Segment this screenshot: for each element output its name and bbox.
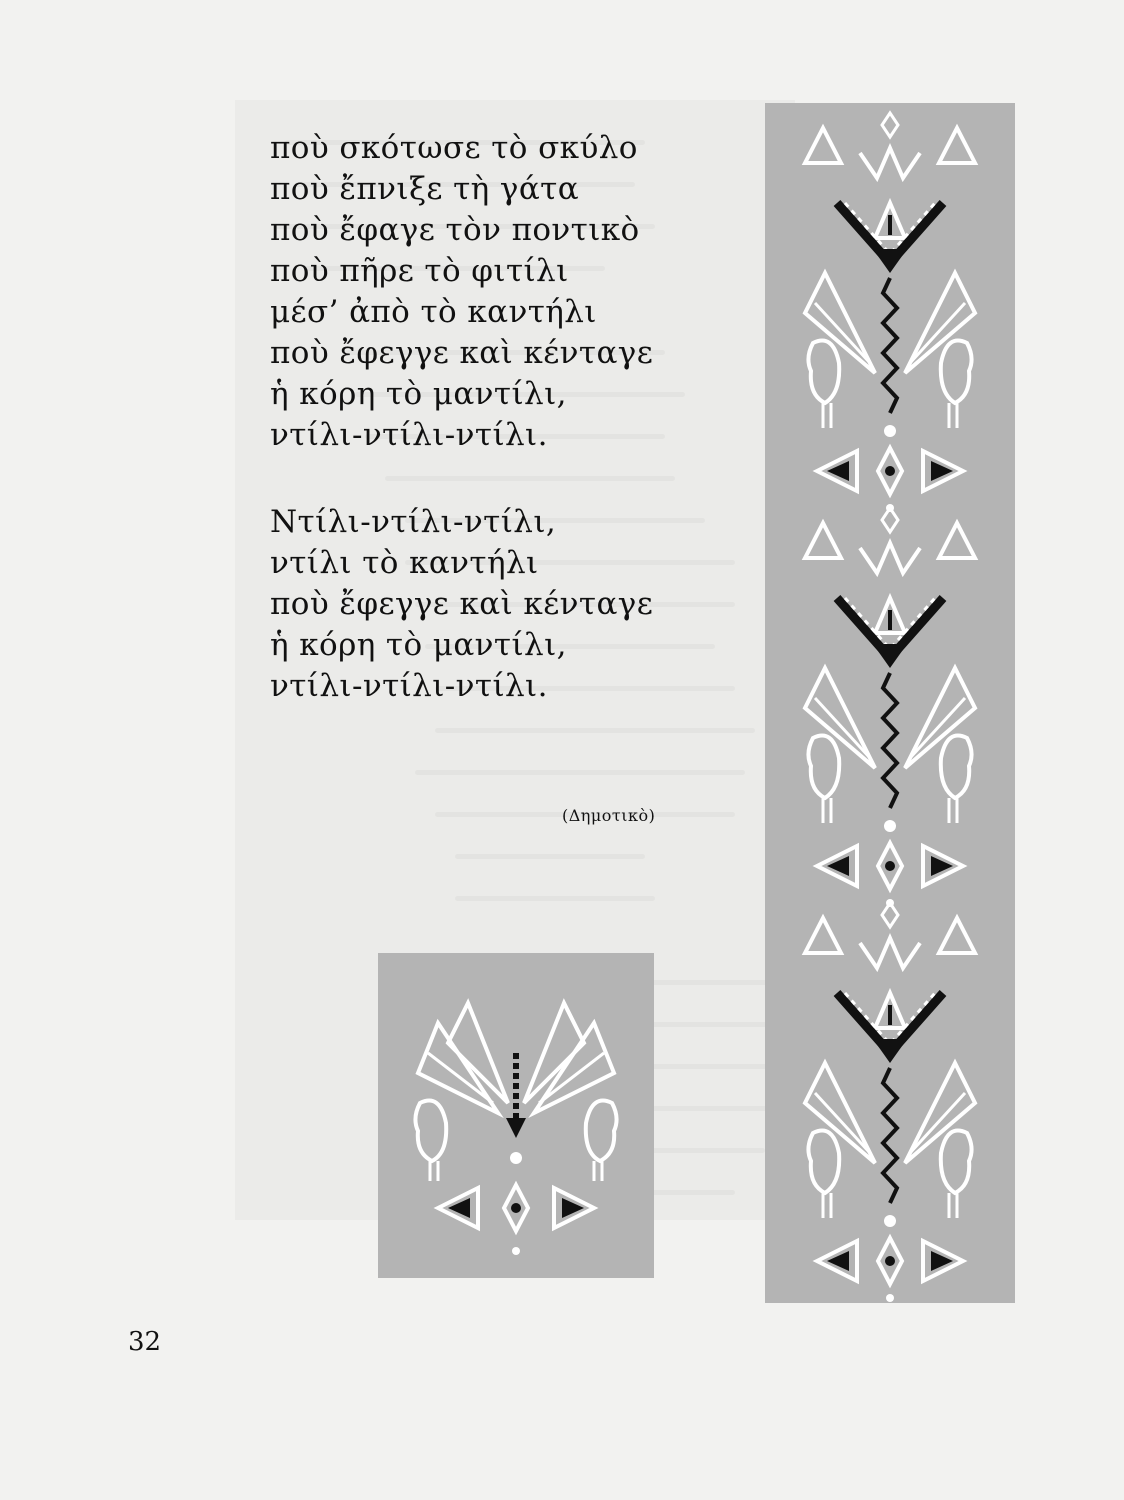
poem	[270, 128, 750, 707]
poem-line: ποὺ ἔφαγε τὸν ποντικὸ	[270, 212, 640, 248]
folk-ornament-tall-illustration	[765, 103, 1015, 1303]
poem-line: ποὺ ἔφεγγε καὶ κένταγε	[270, 335, 654, 371]
poem-line: ἡ κόρη τὸ μαντίλι,	[270, 376, 567, 412]
poem-line: ντίλι-ντίλι-ντίλι.	[270, 668, 548, 704]
poem-line: Ντίλι-ντίλι-ντίλι,	[270, 504, 557, 540]
page-number: 32	[128, 1327, 162, 1357]
poem-line: ποὺ ἔπνιξε τὴ γάτα	[270, 171, 580, 207]
folk-ornament-small-illustration	[378, 953, 654, 1278]
stanza-2	[270, 502, 750, 707]
poem-line: ποὺ πῆρε τὸ φιτίλι	[270, 253, 569, 289]
poem-line: ποὺ σκότωσε τὸ σκύλο	[270, 130, 638, 166]
poem-line: ποὺ ἔφεγγε καὶ κένταγε	[270, 586, 654, 622]
poem-line: ντίλι τὸ καντήλι	[270, 545, 539, 581]
poem-line: ντίλι-ντίλι-ντίλι.	[270, 417, 548, 453]
poem-line: μέσ’ ἀπὸ τὸ καντήλι	[270, 294, 597, 330]
stanza-1	[270, 128, 750, 456]
poem-line: ἡ κόρη τὸ μαντίλι,	[270, 627, 567, 663]
folk-ornament-small-panel	[378, 953, 654, 1278]
folk-ornament-tall-panel	[765, 103, 1015, 1303]
poem-source: (Δημοτικὸ)	[562, 806, 656, 825]
